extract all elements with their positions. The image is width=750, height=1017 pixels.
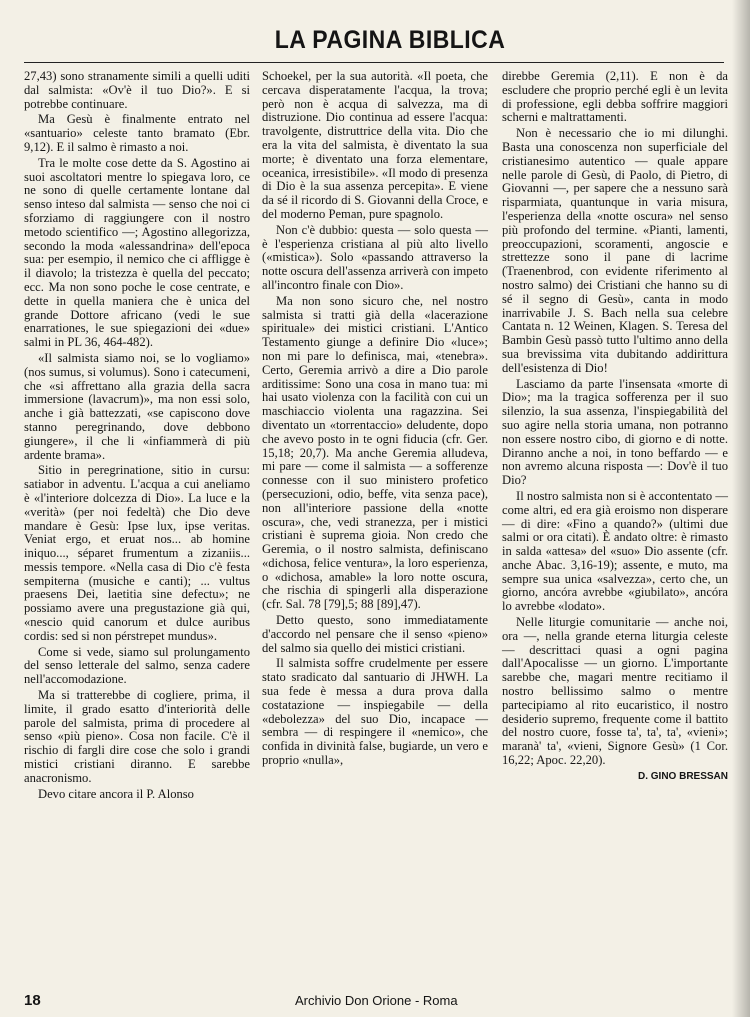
paragraph: Non c'è dubbio: questa — solo questa — è l'esperienza cristiana al più alto livello («mistica»). Solo «passando attraverso la notte oscura dell'assenza arriverà con impeto all'incontro finale con Dio». xyxy=(262,222,488,292)
paragraph: «Il salmista siamo noi, se lo vogliamo» (nos sumus, si volumus). Sono i catecumeni, che «si affrettano alla grazia della sacra immersione (lavacrum)», ma non essi solo, anche i già battezzati, «se capiscono dove stanno peregrinando, dove debbono giungere», il che li «infiammerà di più ardente brama». xyxy=(24,350,250,462)
page-edge-shadow xyxy=(732,0,750,1017)
author-signature: D. GINO BRESSAN xyxy=(637,770,728,782)
article-column-1 xyxy=(24,70,250,803)
paragraph: Schoekel, per la sua autorità. «Il poeta, che cercava disperatamente l'acqua, la trova; però non è acqua di salvezza, ma di distruzione. Dio continua ad essere l'acqua: travolgente, distruttrice della vita. Dio che era la vita del salmista, è diventato la sua morte; è diventato una forza elementare, oceanica, irresistibile». «Il modo di presenza di Dio è la sua assenza percepita». E viene da sé il ricordo di S. Giovanni della Croce, e del moderno Peman, pure spagnolo. xyxy=(262,69,488,221)
paragraph: Detto questo, sono immediatamente d'accordo nel pensare che il senso «pieno» del salmo sia quello dei mistici cristiani. xyxy=(262,613,488,655)
paragraph: Come si vede, siamo sul prolungamento del senso letterale del salmo, senza cadere nell'accomodazione. xyxy=(24,644,250,687)
paragraph: Ma non sono sicuro che, nel nostro salmista si tratti già della «lacerazione spirituale» dei mistici cristiani. L'Antico Testamento giunge a definire Dio «luce»; non mi pare lo definisca, mai, «tenebra». Certo, Geremia arrivò a dire a Dio parole arditissime: Sono una cosa in mano tua: mi hai usato violenza con la facilità con cui un maschiaccio violenta una ragazzina. Sei diventato un «torrentaccio» deludente, dopo che avevo posto in te ogni fiducia (cfr. Ger. 15,18; 20,7). Ma anche Geremia alludeva, mi pare — come il salmista — a sofferenze connesse con il suo ministero profetico (persecuzioni, odio, beffe, vita senza pace), non all'interiore passione della «notte oscura», che, vedi stranezza, per i mistici cristiani è suprema gioia. Non credo che Geremia, o il nostro salmista, definiscano «dichosa, felice ventura», la loro esperienza, o «dichosa, amable» la loro notte oscura, che rischia di spingerli alla disperazione (cfr. Sal. 78 [79],5; 88 [89],47). xyxy=(262,293,488,612)
page-title: LA PAGINA BIBLICA xyxy=(274,26,506,54)
paragraph: Lasciamo da parte l'insensata «morte di Dio»; ma la tragica sofferenza per il suo silenzio, la sua assenza, l'inspiegabilità del suo agire nella storia umana, non potranno non essere nostro cibo, di giorno e di notte. Diranno anche a noi, in tono beffardo — e non avremo alcuna risposta —: Dov'è il tuo Dio? xyxy=(502,376,728,488)
paragraph: Devo citare ancora il P. Alonso xyxy=(38,786,194,801)
paragraph: Il nostro salmista non si è accontentato — come altri, ed era già eroismo non disperare — di dire: «Fino a quando?» (ultimi due salmi or ora citati). È andato oltre: è rimasto in salda «attesa» del «suo» Dio assente (cfr. anche Abac. 3,16-19); assente, e muto, ma sempre sua unica «salvezza», certo che, un giorno, ancóra avrebbe «giubilato», ancóra lo avrebbe «lodato». xyxy=(502,488,728,614)
paragraph: Il salmista soffre crudelmente per essere stato sradicato dal santuario di JHWH. La sua fede è messa a dura prova dalla costatazione — inspiegabile — della «debolezza» del suo Dio, incapace — sembra — di respingere il «nemico», che confida in divinità false, bugiarde, un vero e proprio «nulla», xyxy=(262,656,488,768)
paragraph: direbbe Geremia (2,11). E non è da escludere che proprio perché egli è un levita di professione, egli debba soffrire maggiori scherni e maltrattamenti. xyxy=(502,69,728,125)
paragraph: 27,43) sono stranamente simili a quelli uditi dal salmista: «Ov'è il tuo Dio?». E si potrebbe continuare. xyxy=(24,69,250,111)
page-number: 18 xyxy=(24,992,41,1009)
paragraph: Nelle liturgie comunitarie — anche noi, ora —, nella grande eterna liturgia celeste — descrittaci quasi a ogni pagina dall'Apocalisse — un giorno. L'importante sarebbe che, magari mentre recitiamo il nostro bellissimo salmo o mentre partecipiamo al rito eucaristico, il nostro desiderio supremo, frequente come il battito del nostro cuore, fosse ta', ta', ta', «vieni»; maranà' ta', «vieni, Signore Gesù» (1 Cor. 16,22; Apoc. 22,20). xyxy=(502,615,728,768)
paragraph: Non è necessario che io mi dilunghi. Basta una conoscenza non superficiale del cristianesimo autentico — quale appare nelle parole di Gesù, di Paolo, di Pietro, di Giovanni —, per sapere che a nessuno sarà risparmiata, quantunque in varia misura, l'esperienza della «notte oscura» nel senso più profondo del termine. «Pianti, lamenti, preoccupazioni, scoramenti, angoscie e strettezze sono il pane di lacrime (Traenenbrod, con evidente riferimento al nostro salmo) dei Cristiani che hanno su di sé il segno di Gesù», canta in modo inarrivabile J. S. Bach nella sua celebre Cantata n. 12 Weinen, Klagen. S. Teresa del Bambin Gesù passò tutto l'ultimo anno della sua brevissima vita dubitando addirittura dell'esistenza di Dio! xyxy=(502,126,728,375)
article-column-2 xyxy=(262,70,488,770)
paragraph: Ma si tratterebbe di cogliere, prima, il limite, il grado esatto d'interiorità delle parole del salmista, prima di procedere al senso «più pieno». Cosa non facile. C'è il rischio di fargli dire cose che solo i grandi mistici cristiani diranno. E sarebbe anacronismo. xyxy=(24,688,250,785)
paragraph: Sitio in peregrinatione, sitio in cursu: satiabor in adventu. L'acqua a cui aneliamo è «l'interiore dolcezza di Dio». La luce e la «verità» (per noi fedeltà) che Dio deve mandare è Gesù: Ipse lux, ipse veritas. Veniat ergo, et eruat nos... ab homine iniquo..., séparet frumentum a zizaniis... messis tempore. «Nella casa di Dio c'è festa sempiterna (musiche e canti); ... vultus praesens Dei, laetitia sine defectu»; ne possiamo avere una pregustazione già qui, «nescio quid canorum et dulce auribus cordis: sed si non pérstrepet mundus». xyxy=(24,463,250,643)
article-column-3 xyxy=(502,70,728,784)
paragraph: Tra le molte cose dette da S. Agostino ai suoi ascoltatori mentre lo spiegava loro, ce ne sono di quelle certamente lontane dal senso inteso dal salmista — senso che noi ci sforziamo di raggiungere con il nostro metodo scientifico —; Agostino allegorizza, secondo la moda «alessandrina» dell'epoca sua: per esempio, il nemico che ci affligge è il diavolo; la tristezza è quella del peccato; ecc. Ma non sono poche le cose centrate, e dette in quella maniera che è unica del grande Dottore africano (vedi le sue enarrationes, le sue spiegazioni dei «due» salmi in PL 36, 464-482). xyxy=(24,155,250,350)
paragraph: Ma Gesù è finalmente entrato nel «santuario» celeste tanto bramato (Ebr. 9,12). E il salmo è rimasto a noi. xyxy=(24,112,250,154)
header-rule xyxy=(24,62,724,63)
archive-footer: Archivio Don Orione - Roma xyxy=(295,993,458,1008)
